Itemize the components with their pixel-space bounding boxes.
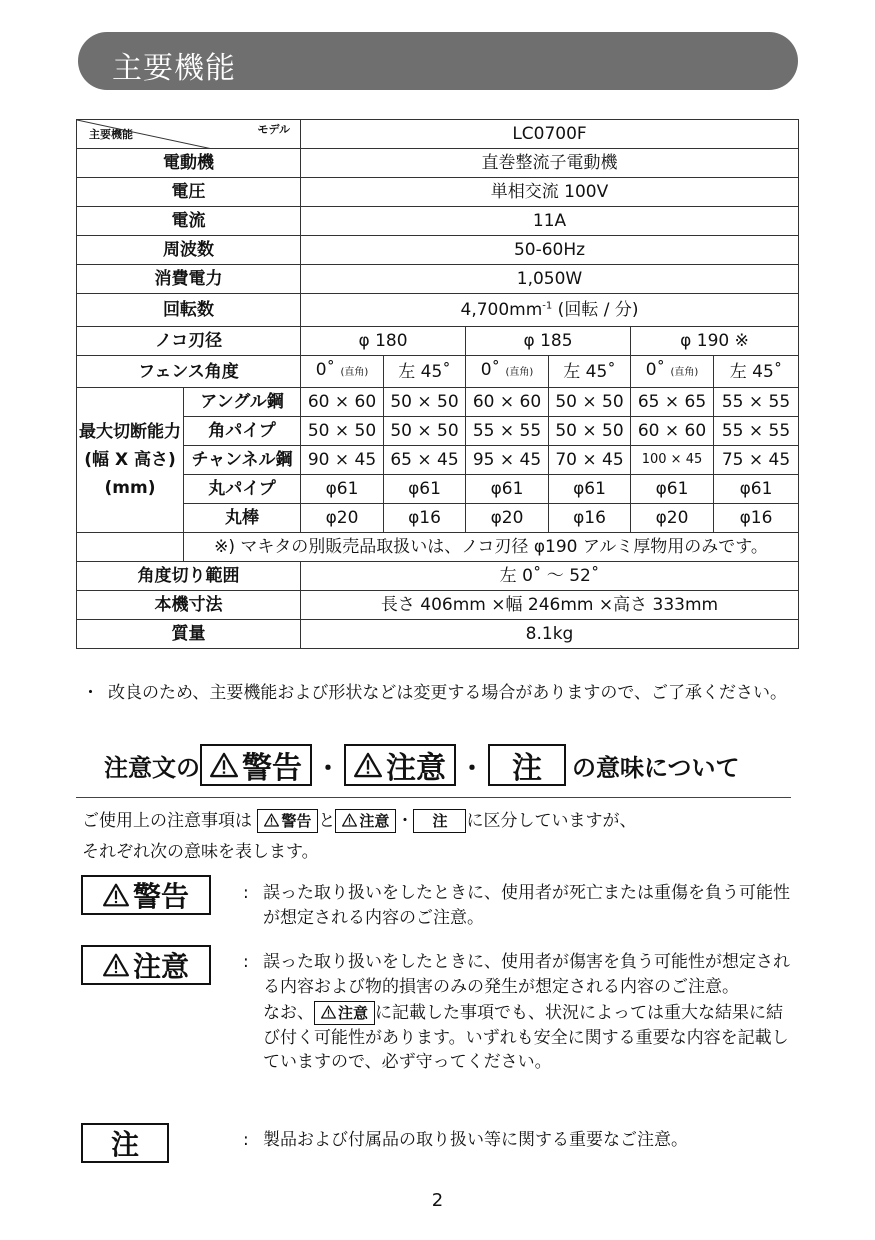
heading-warning-label: 警告 bbox=[242, 751, 302, 786]
fence-45: 左 45˚ bbox=[384, 356, 466, 388]
table-row bbox=[77, 149, 799, 178]
section-title-banner bbox=[78, 32, 798, 90]
def-note-label: 注 bbox=[110, 1128, 139, 1161]
cut-value: φ16 bbox=[384, 504, 466, 533]
row-label: 消費電力 bbox=[77, 265, 301, 294]
cut-capacity-label bbox=[77, 388, 184, 533]
def-caution-main: 誤った取り扱いをしたときに、使用者が傷害を負う可能性が想定される内容および物的損害のみの発生が想定される内容のご注意。 bbox=[263, 952, 790, 997]
def-note-text: 製品および付属品の取り扱い等に関する重要なご注意。 bbox=[263, 1130, 688, 1150]
cut-value: 60 × 60 bbox=[301, 388, 384, 417]
table-row bbox=[77, 207, 799, 236]
def-colon: : bbox=[243, 883, 249, 903]
table-row bbox=[77, 356, 799, 388]
def-caution-note-pre: なお、 bbox=[263, 1003, 314, 1023]
cut-value: φ16 bbox=[714, 504, 799, 533]
cut-label-line: (幅 X 高さ) bbox=[84, 450, 176, 470]
cut-value: φ61 bbox=[466, 475, 549, 504]
cut-label-line: 最大切断能力 bbox=[79, 422, 181, 442]
fence-zero: 0˚ bbox=[315, 360, 336, 380]
cut-label-line: (mm) bbox=[104, 478, 156, 498]
cut-value: 70 × 45 bbox=[549, 446, 631, 475]
def-caution-note-post: に記載した事項でも、状況によっては重大な結果に結び付く可能性があります。いずれも安全に関する重要な内容を記載していますので、必ず守ってください。 bbox=[263, 1003, 789, 1072]
warning-triangle-icon bbox=[264, 813, 279, 827]
row-value: 直巻整流子電動機 bbox=[301, 149, 799, 178]
table-row bbox=[77, 236, 799, 265]
fence-45: 左 45˚ bbox=[714, 356, 799, 388]
cut-value: 95 × 45 bbox=[466, 446, 549, 475]
heading-caution-label: 注意 bbox=[386, 751, 446, 786]
cut-value: 65 × 65 bbox=[631, 388, 714, 417]
meaning-heading bbox=[104, 743, 740, 787]
def-colon: : bbox=[243, 1130, 249, 1150]
cut-value: φ61 bbox=[301, 475, 384, 504]
intro-text bbox=[82, 806, 798, 868]
cut-row-name: チャンネル鋼 bbox=[184, 446, 301, 475]
row-label: 質量 bbox=[77, 620, 301, 649]
def-note-box bbox=[81, 1123, 169, 1163]
header-model-label: モデル bbox=[257, 123, 290, 136]
footnote: ※) マキタの別販売品取扱いは、ノコ刃径 φ190 アルミ厚物用のみです。 bbox=[184, 533, 799, 562]
warning-triangle-icon bbox=[342, 813, 357, 827]
section-title: 主要機能 bbox=[112, 51, 236, 86]
row-value: 1,050W bbox=[301, 265, 799, 294]
intro-part2: に区分していますが、 bbox=[466, 811, 637, 831]
intro-part1: ご使用上の注意事項は bbox=[82, 811, 252, 831]
row-label: 電圧 bbox=[77, 178, 301, 207]
change-notice bbox=[82, 680, 798, 706]
def-warning-text: 誤った取り扱いをしたときに、使用者が死亡または重傷を負う可能性が想定される内容のご注意。 bbox=[263, 883, 790, 928]
cut-value: φ61 bbox=[549, 475, 631, 504]
intro-to: と bbox=[318, 811, 336, 831]
change-notice-text: 改良のため、主要機能および形状などは変更する場合がありますので、ご了承ください。 bbox=[108, 683, 787, 703]
rpm-exponent: -1 bbox=[542, 300, 553, 312]
cut-value: φ61 bbox=[384, 475, 466, 504]
def-warning-box bbox=[81, 875, 211, 915]
intro-note-label: 注 bbox=[432, 812, 448, 830]
cut-value: φ16 bbox=[549, 504, 631, 533]
fence-zero-note: (直角) bbox=[670, 367, 699, 378]
cut-value: 55 × 55 bbox=[714, 388, 799, 417]
table-row bbox=[77, 591, 799, 620]
row-value: 単相交流 100V bbox=[301, 178, 799, 207]
cut-value: 100 × 45 bbox=[631, 446, 714, 475]
bullet-dot: ・ bbox=[82, 683, 99, 703]
row-value: 左 0˚ 〜 52˚ bbox=[301, 562, 799, 591]
def-caution-note bbox=[263, 1001, 793, 1075]
fence-zero-note: (直角) bbox=[340, 367, 369, 378]
table-row bbox=[77, 178, 799, 207]
row-value: 長さ 406mm ×幅 246mm ×高さ 333mm bbox=[301, 591, 799, 620]
table-row bbox=[77, 388, 799, 417]
footnote-spacer bbox=[77, 533, 184, 562]
intro-line-1 bbox=[82, 806, 798, 837]
cut-value: 50 × 50 bbox=[549, 417, 631, 446]
intro-note-box bbox=[413, 809, 466, 833]
intro-caution-label: 注意 bbox=[359, 812, 390, 830]
cut-value: 55 × 55 bbox=[714, 417, 799, 446]
table-row bbox=[77, 533, 799, 562]
row-label: 電流 bbox=[77, 207, 301, 236]
model-name: LC0700F bbox=[301, 120, 799, 149]
rpm-label: 回転数 bbox=[77, 294, 301, 327]
cut-value: 60 × 60 bbox=[466, 388, 549, 417]
cut-row-name: 丸パイプ bbox=[184, 475, 301, 504]
intro-warning-box bbox=[257, 809, 318, 833]
heading-prefix: 注意文の bbox=[104, 753, 200, 782]
heading-dot: ・ bbox=[460, 753, 484, 782]
cut-value: 90 × 45 bbox=[301, 446, 384, 475]
blade-185: φ 185 bbox=[466, 327, 631, 356]
divider bbox=[76, 797, 791, 798]
heading-caution-box bbox=[344, 744, 456, 786]
fence-zero-cell bbox=[631, 356, 714, 388]
row-label: 角度切り範囲 bbox=[77, 562, 301, 591]
table-row bbox=[77, 620, 799, 649]
warning-triangle-icon bbox=[103, 883, 129, 907]
cut-value: φ20 bbox=[301, 504, 384, 533]
heading-suffix: の意味について bbox=[572, 753, 740, 782]
fence-label: フェンス角度 bbox=[77, 356, 301, 388]
heading-warning-box bbox=[200, 744, 312, 786]
fence-45: 左 45˚ bbox=[549, 356, 631, 388]
cut-value: 50 × 50 bbox=[301, 417, 384, 446]
cut-row-name: アングル鋼 bbox=[184, 388, 301, 417]
cut-value: 50 × 50 bbox=[384, 417, 466, 446]
cut-value: 60 × 60 bbox=[631, 417, 714, 446]
table-row bbox=[77, 294, 799, 327]
def-caution-inline-label: 注意 bbox=[338, 1004, 369, 1022]
def-caution-box bbox=[81, 945, 211, 985]
table-row bbox=[77, 265, 799, 294]
row-label: 周波数 bbox=[77, 236, 301, 265]
fence-zero-cell bbox=[301, 356, 384, 388]
table-row bbox=[77, 504, 799, 533]
cut-value: φ20 bbox=[466, 504, 549, 533]
cut-value: 65 × 45 bbox=[384, 446, 466, 475]
intro-warning-label: 警告 bbox=[281, 812, 312, 830]
warning-triangle-icon bbox=[354, 752, 382, 778]
blade-label: ノコ刃径 bbox=[77, 327, 301, 356]
page-number: 2 bbox=[431, 1190, 444, 1211]
fence-zero: 0˚ bbox=[645, 360, 666, 380]
rpm-unit: (回転 / 分) bbox=[552, 300, 639, 320]
fence-zero-note: (直角) bbox=[505, 367, 534, 378]
heading-dot: ・ bbox=[316, 753, 340, 782]
warning-triangle-icon bbox=[210, 752, 238, 778]
row-label: 電動機 bbox=[77, 149, 301, 178]
row-value: 11A bbox=[301, 207, 799, 236]
cut-value: 50 × 50 bbox=[384, 388, 466, 417]
intro-caution-box bbox=[335, 809, 396, 833]
header-function-label: 主要機能 bbox=[89, 128, 133, 141]
def-warning-label: 警告 bbox=[132, 880, 189, 913]
blade-180: φ 180 bbox=[301, 327, 466, 356]
blade-190: φ 190 ※ bbox=[631, 327, 799, 356]
warning-triangle-icon bbox=[103, 953, 129, 977]
def-caution-inline-box bbox=[314, 1001, 375, 1025]
intro-dot: ・ bbox=[396, 811, 414, 831]
warning-triangle-icon bbox=[321, 1005, 336, 1019]
heading-note-box bbox=[488, 744, 566, 786]
row-value: 8.1kg bbox=[301, 620, 799, 649]
fence-zero: 0˚ bbox=[480, 360, 501, 380]
table-row bbox=[77, 446, 799, 475]
row-label: 本機寸法 bbox=[77, 591, 301, 620]
cut-value: φ61 bbox=[714, 475, 799, 504]
table-row bbox=[77, 475, 799, 504]
row-value: 50-60Hz bbox=[301, 236, 799, 265]
cut-value: φ20 bbox=[631, 504, 714, 533]
rpm-value-cell bbox=[301, 294, 799, 327]
heading-note-label: 注 bbox=[512, 751, 542, 786]
table-row bbox=[77, 327, 799, 356]
rpm-value: 4,700mm bbox=[460, 300, 543, 320]
cut-value: 55 × 55 bbox=[466, 417, 549, 446]
cut-row-name: 角パイプ bbox=[184, 417, 301, 446]
fence-zero-cell bbox=[466, 356, 549, 388]
def-caution-text bbox=[263, 950, 793, 1075]
table-header-corner bbox=[77, 120, 301, 149]
intro-line-2: それぞれ次の意味を表します。 bbox=[82, 842, 319, 862]
cut-value: φ61 bbox=[631, 475, 714, 504]
table-row bbox=[77, 417, 799, 446]
def-caution-label: 注意 bbox=[132, 950, 189, 983]
table-row bbox=[77, 562, 799, 591]
cut-value: 75 × 45 bbox=[714, 446, 799, 475]
cut-row-name: 丸棒 bbox=[184, 504, 301, 533]
spec-table bbox=[76, 119, 799, 649]
cut-value: 50 × 50 bbox=[549, 388, 631, 417]
def-colon: : bbox=[243, 952, 249, 972]
